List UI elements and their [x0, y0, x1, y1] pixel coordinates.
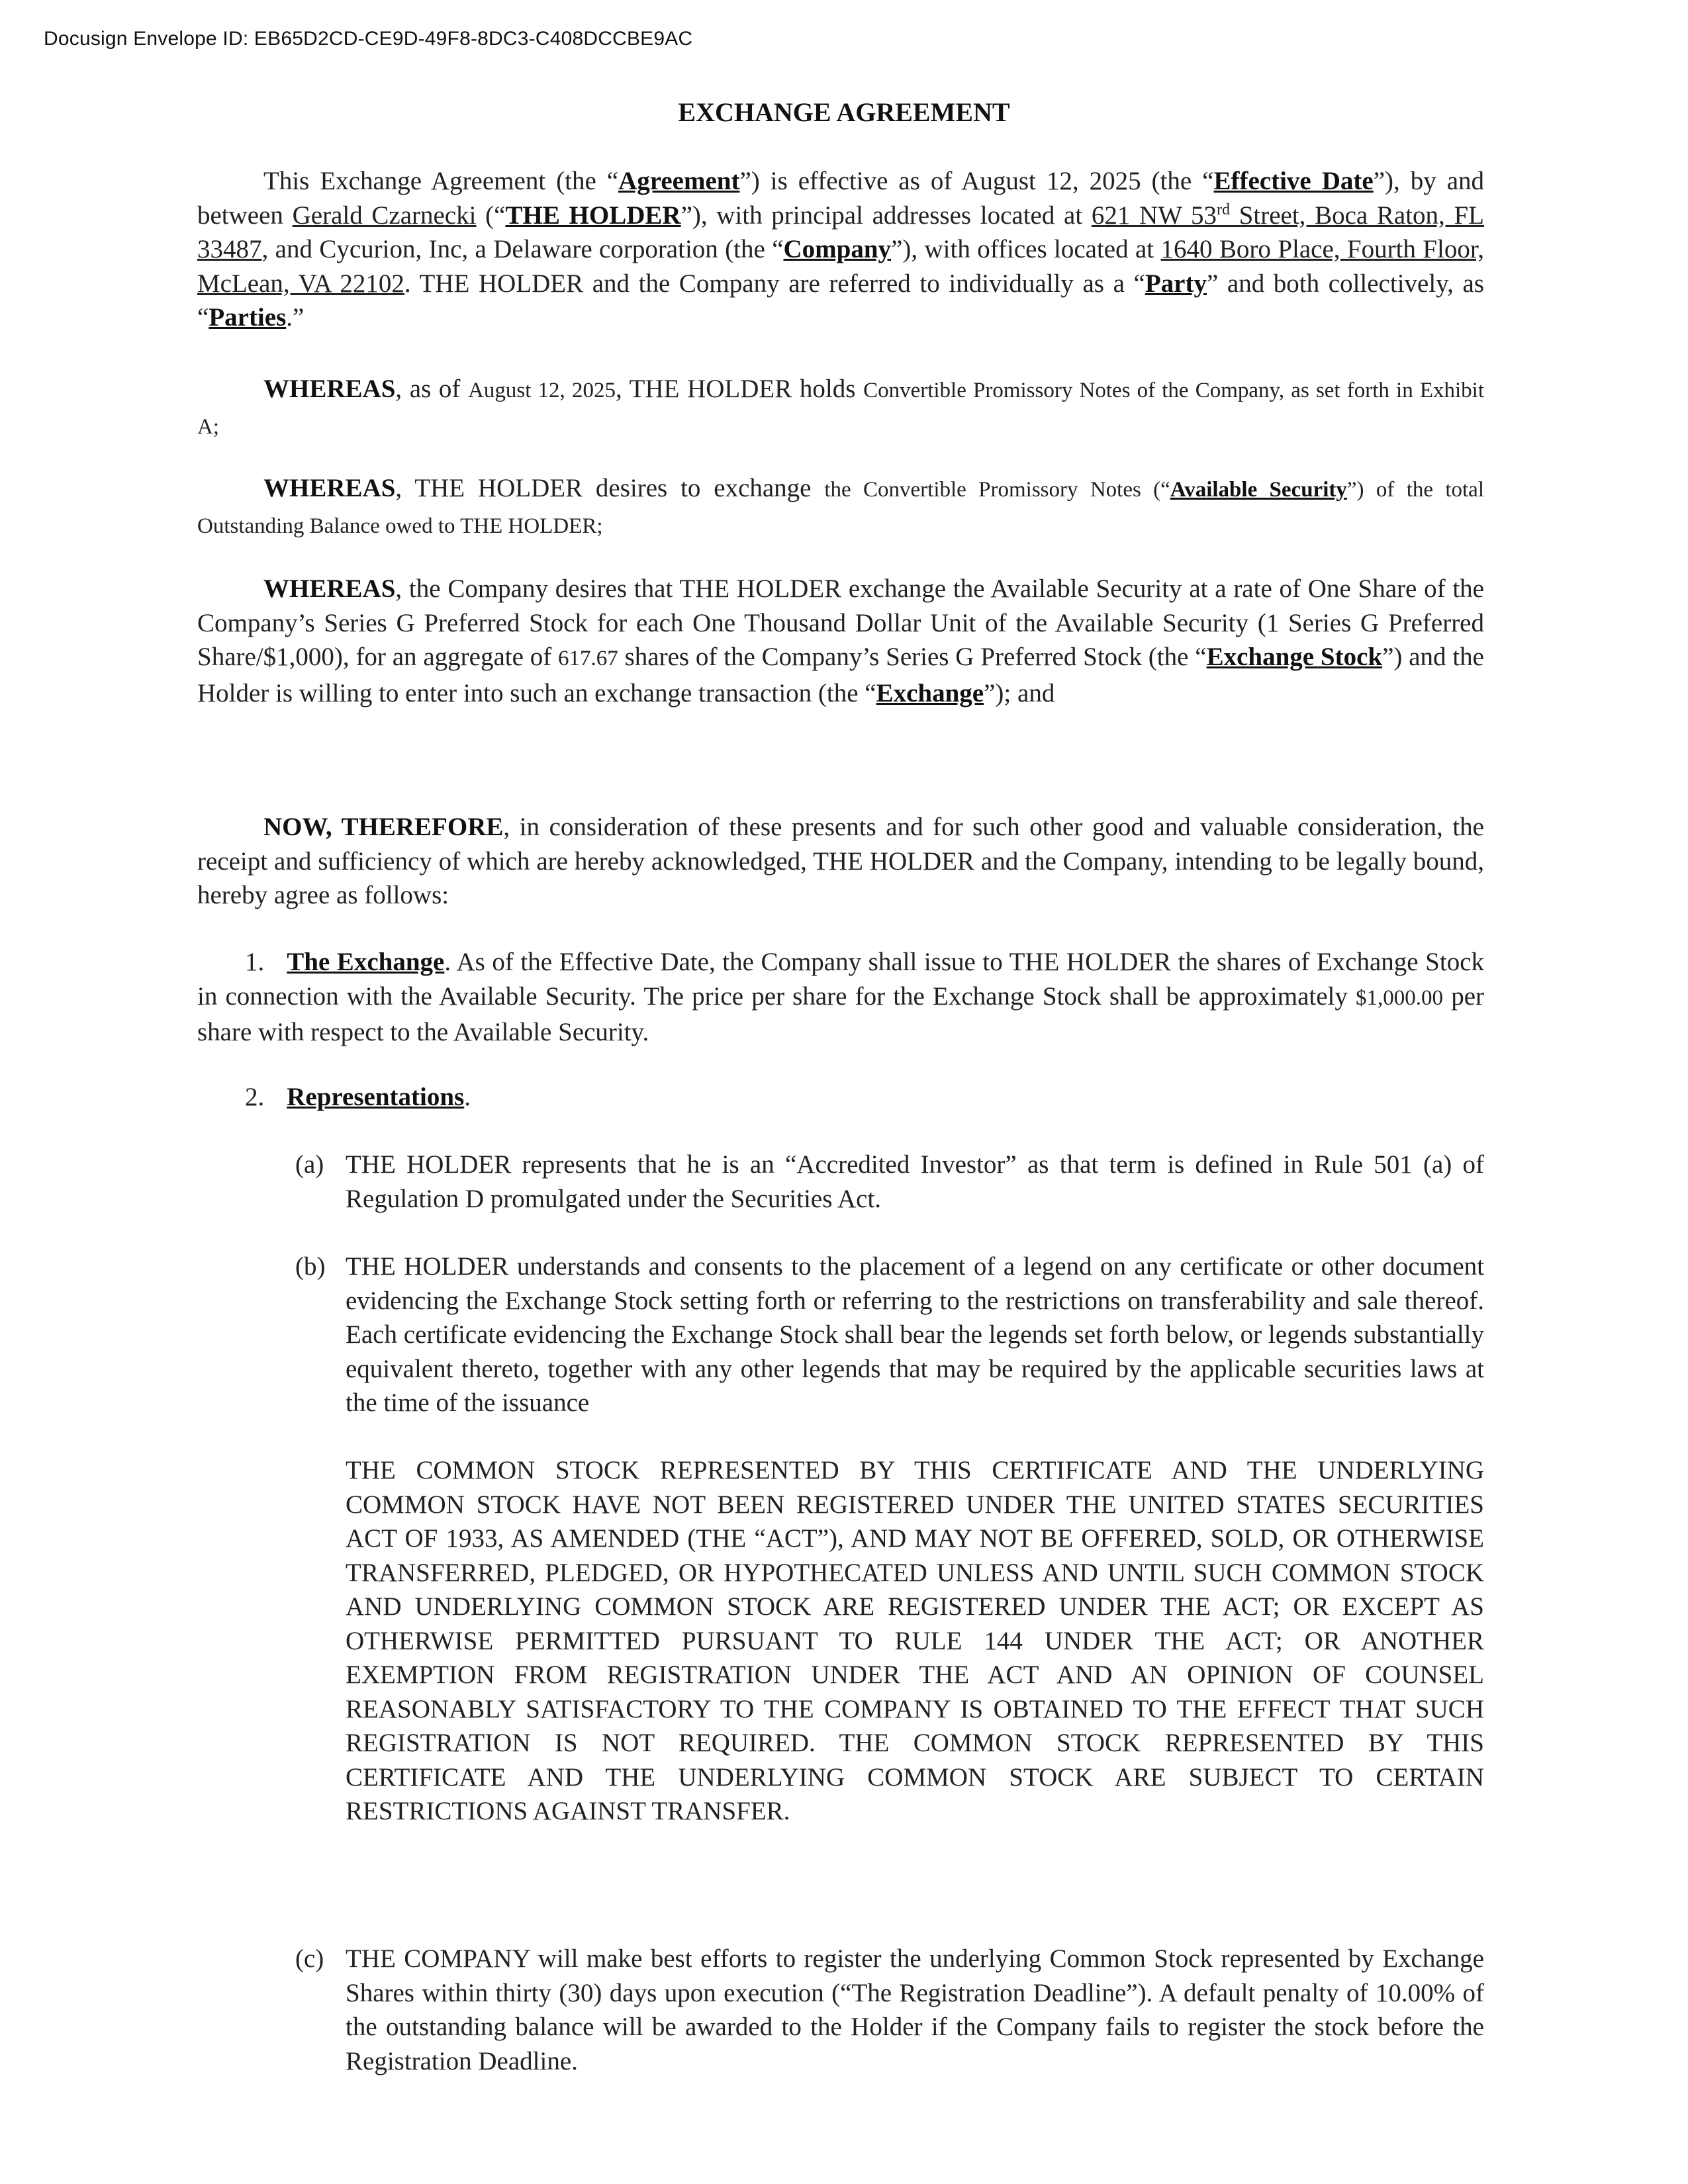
whereas-clause-3: WHEREAS, the Company desires that THE HOLDER exchange the Available Security at a rate of One Share of the Company’s Series G Preferred Stock for each One Thousand Dollar Unit of the Available Security (1 Series G Preferred Share/$1,000), for an aggregate of 617.67 shares of the Company’s Series G Preferred Stock (the “Exchange Stock”) and the Holder is willing to enter into such an exchange transaction (the “Exchange”); and: [197, 574, 1484, 707]
subsection-2b-text: THE HOLDER understands and consents to the placement of a legend on any certificate or other document evidencing the Exchange Stock setting forth or referring to the restrictions on transferability and sale thereof. Each certificate evidencing the Exchange Stock shall bear the legends set forth below, or legends substantially equivalent thereto, together with any other legends that may be required by the applicable securities laws at the time of the issuance: [346, 1252, 1484, 1417]
subsection-2c-text: THE COMPANY will make best efforts to register the underlying Common Stock represented by Exchange Shares within thirty (30) days upon execution (“The Registration Deadline”). A default penalty of 10.00% of the outstanding balance will be awarded to the Holder if the Company fails to register the stock before the Registration Deadline.: [346, 1944, 1484, 2075]
document-title: EXCHANGE AGREEMENT: [678, 97, 1010, 127]
defined-term-effective-date: Effective Date: [1213, 167, 1374, 195]
defined-term-party: Party: [1145, 269, 1207, 298]
defined-term-exchange: Exchange: [876, 678, 984, 707]
subsection-2a: [295, 1148, 1484, 1216]
envelope-id: Docusign Envelope ID: EB65D2CD-CE9D-49F8-8DC3-C408DCCBE9AC: [44, 28, 693, 50]
subsection-2b: [295, 1250, 1484, 1420]
section-2-number: 2.: [245, 1083, 265, 1111]
subsection-2c-letter: (c): [295, 1944, 324, 1973]
company-address: 1640 Boro Place, Fourth Floor, McLean, VA 22102: [197, 235, 1484, 298]
defined-term-exchange-stock: Exchange Stock: [1206, 643, 1383, 671]
now-therefore-paragraph: NOW, THEREFORE, in consideration of these presents and for such other good and valuable consideration, the receipt and sufficiency of which are hereby acknowledged, THE HOLDER and the Company, intending to be legally bound, hereby agree as follows:: [197, 813, 1484, 909]
subsection-2a-text: THE HOLDER represents that he is an “Accredited Investor” as that term is defined in Rule 501 (a) of Regulation D promulgated under the Securities Act.: [346, 1150, 1484, 1213]
section-2-representations: 2. Representations.: [245, 1083, 471, 1111]
section-2-heading: Representations: [287, 1083, 465, 1111]
whereas-clause-1: WHEREAS, as of August 12, 2025, THE HOLDER holds Convertible Promissory Notes of the Company, as set forth in Exhibit A;: [197, 375, 1485, 439]
defined-term-agreement: Agreement: [618, 167, 740, 195]
section-1-heading: The Exchange: [287, 948, 445, 976]
whereas-clause-2: WHEREAS, THE HOLDER desires to exchange the Convertible Promissory Notes (“Available Security”) of the total Outstanding Balance owed to THE HOLDER;: [197, 474, 1485, 538]
defined-term-company: Company: [783, 235, 892, 263]
defined-term-available-security: Available Security: [1170, 478, 1347, 502]
subsection-2a-letter: (a): [295, 1150, 324, 1179]
holder-address: 621 NW 53rd Street, Boca Raton, FL 33487: [197, 201, 1484, 263]
intro-paragraph: This Exchange Agreement (the “Agreement”) is effective as of August 12, 2025 (the “Effective Date”), by and between Gerald Czarnecki (“THE HOLDER”), with principal addresses located at 621 NW 53rd Street, Boca Raton, FL 33487, and Cycurion, Inc, a Delaware corporation (the “Company”), with offices located at 1640 Boro Place, Fourth Floor, McLean, VA 22102. THE HOLDER and the Company are referred to individually as a “Party” and both collectively, as “Parties.”: [197, 167, 1485, 332]
holder-name: Gerald Czarnecki: [292, 201, 477, 230]
subsection-2c: [295, 1942, 1484, 2078]
section-1-number: 1.: [245, 948, 265, 976]
defined-term-parties: Parties: [209, 303, 287, 332]
section-1-exchange: 1. The Exchange. As of the Effective Date, the Company shall issue to THE HOLDER the shares of Exchange Stock in connection with the Available Security. The price per share for the Exchange Stock shall be approximately $1,000.00 per share with respect to the Available Security.: [197, 948, 1484, 1046]
restrictive-legend: THE COMMON STOCK REPRESENTED BY THIS CERTIFICATE AND THE UNDERLYING COMMON STOCK HAVE NOT BEEN REGISTERED UNDER THE UNITED STATES SECURITIES ACT OF 1933, AS AMENDED (THE “ACT”), AND MAY NOT BE OFFERED, SOLD, OR OTHERWISE TRANSFERRED, PLEDGED, OR HYPOTHECATED UNLESS AND UNTIL SUCH COMMON STOCK AND UNDERLYING COMMON STOCK ARE REGISTERED UNDER THE ACT; OR EXCEPT AS OTHERWISE PERMITTED PURSUANT TO RULE 144 UNDER THE ACT; OR ANOTHER EXEMPTION FROM REGISTRATION UNDER THE ACT AND AN OPINION OF COUNSEL REASONABLY SATISFACTORY TO THE COMPANY IS OBTAINED TO THE EFFECT THAT SUCH REGISTRATION IS NOT REQUIRED. THE COMMON STOCK REPRESENTED BY THIS CERTIFICATE AND THE UNDERLYING COMMON STOCK ARE SUBJECT TO CERTAIN RESTRICTIONS AGAINST TRANSFER.: [346, 1456, 1484, 1825]
defined-term-holder: THE HOLDER: [505, 201, 681, 230]
subsection-2b-letter: (b): [295, 1252, 326, 1281]
